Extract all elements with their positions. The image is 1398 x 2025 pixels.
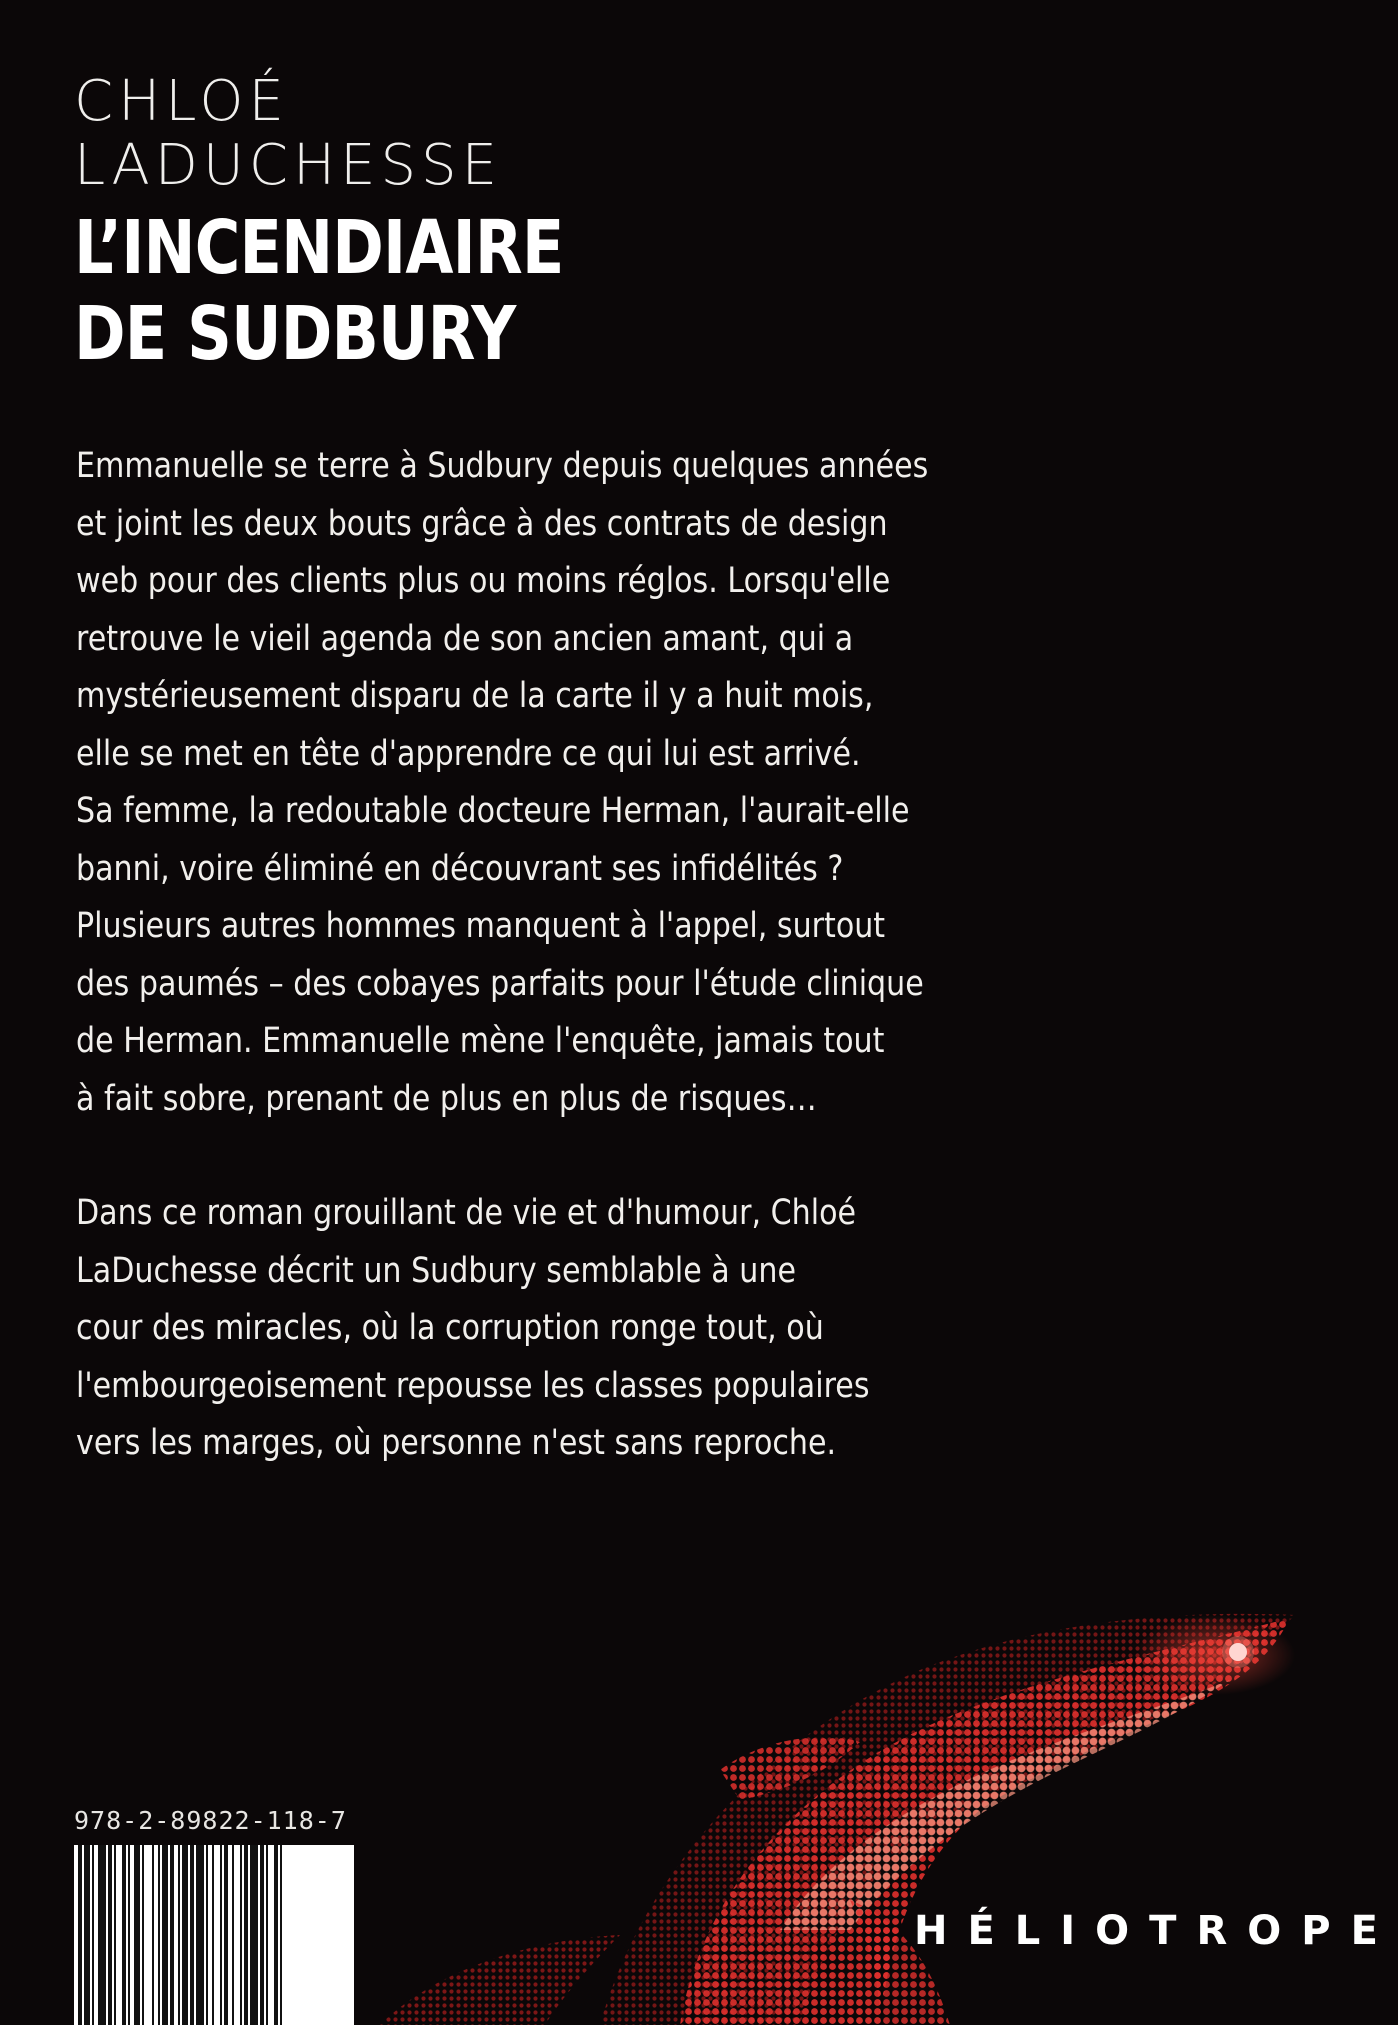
- blurb-line: des paumés – des cobayes parfaits pour l'étude clinique: [76, 963, 924, 1004]
- blurb-line: Emmanuelle se terre à Sudbury depuis quelques années: [76, 446, 929, 486]
- barcode-bar: [158, 1845, 160, 2025]
- blurb-line: Plusieurs autres hommes manquent à l'appel, surtout: [76, 906, 886, 946]
- blurb-line: mystérieusement disparu de la carte il y a huit mois,: [76, 676, 874, 716]
- barcode-bar: [170, 1845, 174, 2025]
- barcode-bar: [162, 1845, 168, 2025]
- author-last-name: LADUCHESSE: [74, 133, 502, 198]
- barcode-bar: [250, 1845, 258, 2025]
- book-title-line-2: DE SUDBURY: [74, 291, 516, 377]
- blurb-line: et joint les deux bouts grâce à des contrats de design: [76, 503, 888, 544]
- barcode-bar: [84, 1845, 90, 2025]
- barcode-bar: [220, 1845, 222, 2025]
- blurb-line: à fait sobre, prenant de plus en plus de risques…: [76, 1078, 817, 1119]
- book-title-line-1: L’INCENDIAIRE: [74, 205, 564, 291]
- barcode-bar: [122, 1845, 126, 2025]
- barcode-bar: [260, 1845, 264, 2025]
- barcode-bar: [182, 1845, 188, 2025]
- fish-body: [380, 1614, 1295, 2025]
- blurb-line: web pour des clients plus ou moins réglos. Lorsqu'elle: [76, 561, 891, 601]
- barcode-bar: [190, 1845, 194, 2025]
- barcode-bar: [266, 1845, 268, 2025]
- blurb-line: cour des miracles, où la corruption ronge tout, où: [76, 1308, 824, 1348]
- barcode-bar: [280, 1845, 282, 2025]
- barcode-bar: [206, 1845, 208, 2025]
- barcode-bar: [142, 1845, 144, 2025]
- isbn-barcode: [74, 1845, 354, 2025]
- barcode-bar: [274, 1845, 278, 2025]
- blurb-line: LaDuchesse décrit un Sudbury semblable à une: [76, 1250, 796, 1291]
- publisher-logo-text: HÉLIOTROPE: [914, 1908, 1398, 1954]
- barcode-bar: [152, 1845, 154, 2025]
- blurb-line: retrouve le vieil agenda de son ancien amant, qui a: [76, 618, 854, 659]
- isbn-number: 978-2-89822-118-7: [74, 1806, 347, 1835]
- blurb-line: Dans ce roman grouillant de vie et d'humour, Chloé: [76, 1193, 857, 1233]
- blurb-line: banni, voire éliminé en découvrant ses infidélités ?: [76, 848, 844, 889]
- blurb-line: elle se met en tête d'apprendre ce qui lui est arrivé.: [76, 733, 861, 774]
- blurb-line: Sa femme, la redoutable docteure Herman, l'aurait-elle: [76, 791, 910, 831]
- barcode-bar: [78, 1845, 82, 2025]
- author-first-name: CHLOÉ: [74, 69, 289, 134]
- barcode-bar: [224, 1845, 228, 2025]
- barcode-bar: [196, 1845, 204, 2025]
- barcode-bar: [114, 1845, 116, 2025]
- barcode-bar: [128, 1845, 130, 2025]
- blurb-line: vers les marges, où personne n'est sans reproche.: [76, 1423, 837, 1463]
- barcode-bar: [98, 1845, 106, 2025]
- barcode-bar: [212, 1845, 214, 2025]
- barcode-bar: [108, 1845, 112, 2025]
- barcode-bar: [92, 1845, 94, 2025]
- barcode-bar: [240, 1845, 242, 2025]
- barcode-bar: [232, 1845, 234, 2025]
- barcode-bar: [244, 1845, 248, 2025]
- barcode-bar: [178, 1845, 180, 2025]
- barcode-bar: [134, 1845, 140, 2025]
- blurb-line: l'embourgeoisement repousse les classes populaires: [76, 1365, 870, 1406]
- blurb-line: de Herman. Emmanuelle mène l'enquête, jamais tout: [76, 1021, 885, 1061]
